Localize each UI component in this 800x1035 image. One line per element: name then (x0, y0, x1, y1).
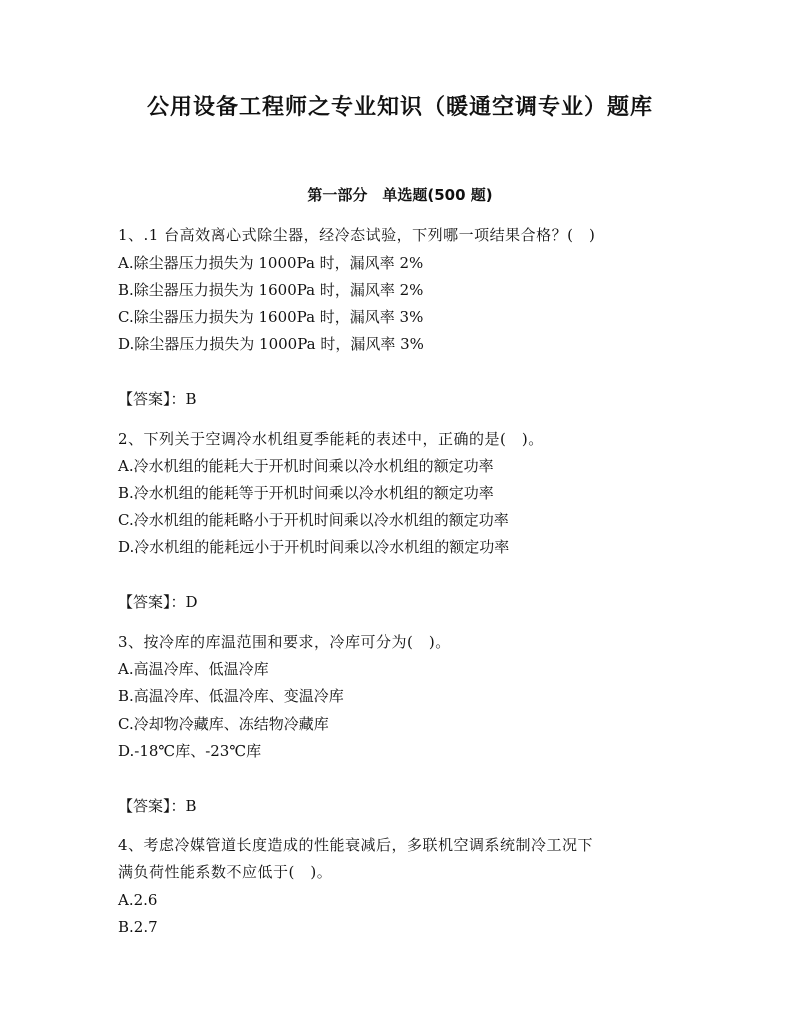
question-3-option-c: C.冷却物冷藏库、冻结物冷藏库 (118, 715, 329, 733)
question-3-stem: 3、按冷库的库温范围和要求，冷库可分为( )。 (118, 633, 451, 651)
question-2-option-d: D.冷水机组的能耗远小于开机时间乘以冷水机组的额定功率 (118, 538, 510, 556)
question-1-option-b: B.除尘器压力损失为 1600Pa 时，漏风率 2% (118, 281, 424, 299)
question-2-stem: 2、下列关于空调冷水机组夏季能耗的表述中，正确的是( )。 (118, 430, 544, 448)
question-3-option-d: D.-18℃库、-23℃库 (118, 742, 262, 760)
question-3-option-a: A.高温冷库、低温冷库 (118, 660, 269, 678)
question-4-option-b: B.2.7 (118, 918, 158, 936)
question-2-option-a: A.冷水机组的能耗大于开机时间乘以冷水机组的额定功率 (118, 457, 494, 475)
question-1-answer: 【答案】：B (118, 390, 197, 408)
question-2-answer: 【答案】：D (118, 593, 198, 611)
question-2-option-b: B.冷水机组的能耗等于开机时间乘以冷水机组的额定功率 (118, 484, 494, 502)
document-title: 公用设备工程师之专业知识（暖通空调专业）题库 (146, 95, 653, 120)
question-3-answer: 【答案】：B (118, 797, 197, 815)
section-title: 第一部分 单选题(500 题) (307, 186, 493, 204)
question-1-option-d: D.除尘器压力损失为 1000Pa 时，漏风率 3% (118, 335, 424, 353)
question-1-option-a: A.除尘器压力损失为 1000Pa 时，漏风率 2% (118, 254, 424, 272)
question-3-option-b: B.高温冷库、低温冷库、变温冷库 (118, 687, 344, 705)
question-4-option-a: A.2.6 (118, 891, 158, 909)
question-4-stem-line-1: 4、考虑冷媒管道长度造成的性能衰减后，多联机空调系统制冷工况下 (118, 836, 594, 854)
question-2-option-c: C.冷水机组的能耗略小于开机时间乘以冷水机组的额定功率 (118, 511, 509, 529)
question-1-stem: 1、.1 台高效离心式除尘器，经冷态试验，下列哪一项结果合格？( ) (118, 226, 596, 244)
question-1-option-c: C.除尘器压力损失为 1600Pa 时，漏风率 3% (118, 308, 424, 326)
question-4-stem-line-2: 满负荷性能系数不应低于( )。 (118, 863, 333, 881)
